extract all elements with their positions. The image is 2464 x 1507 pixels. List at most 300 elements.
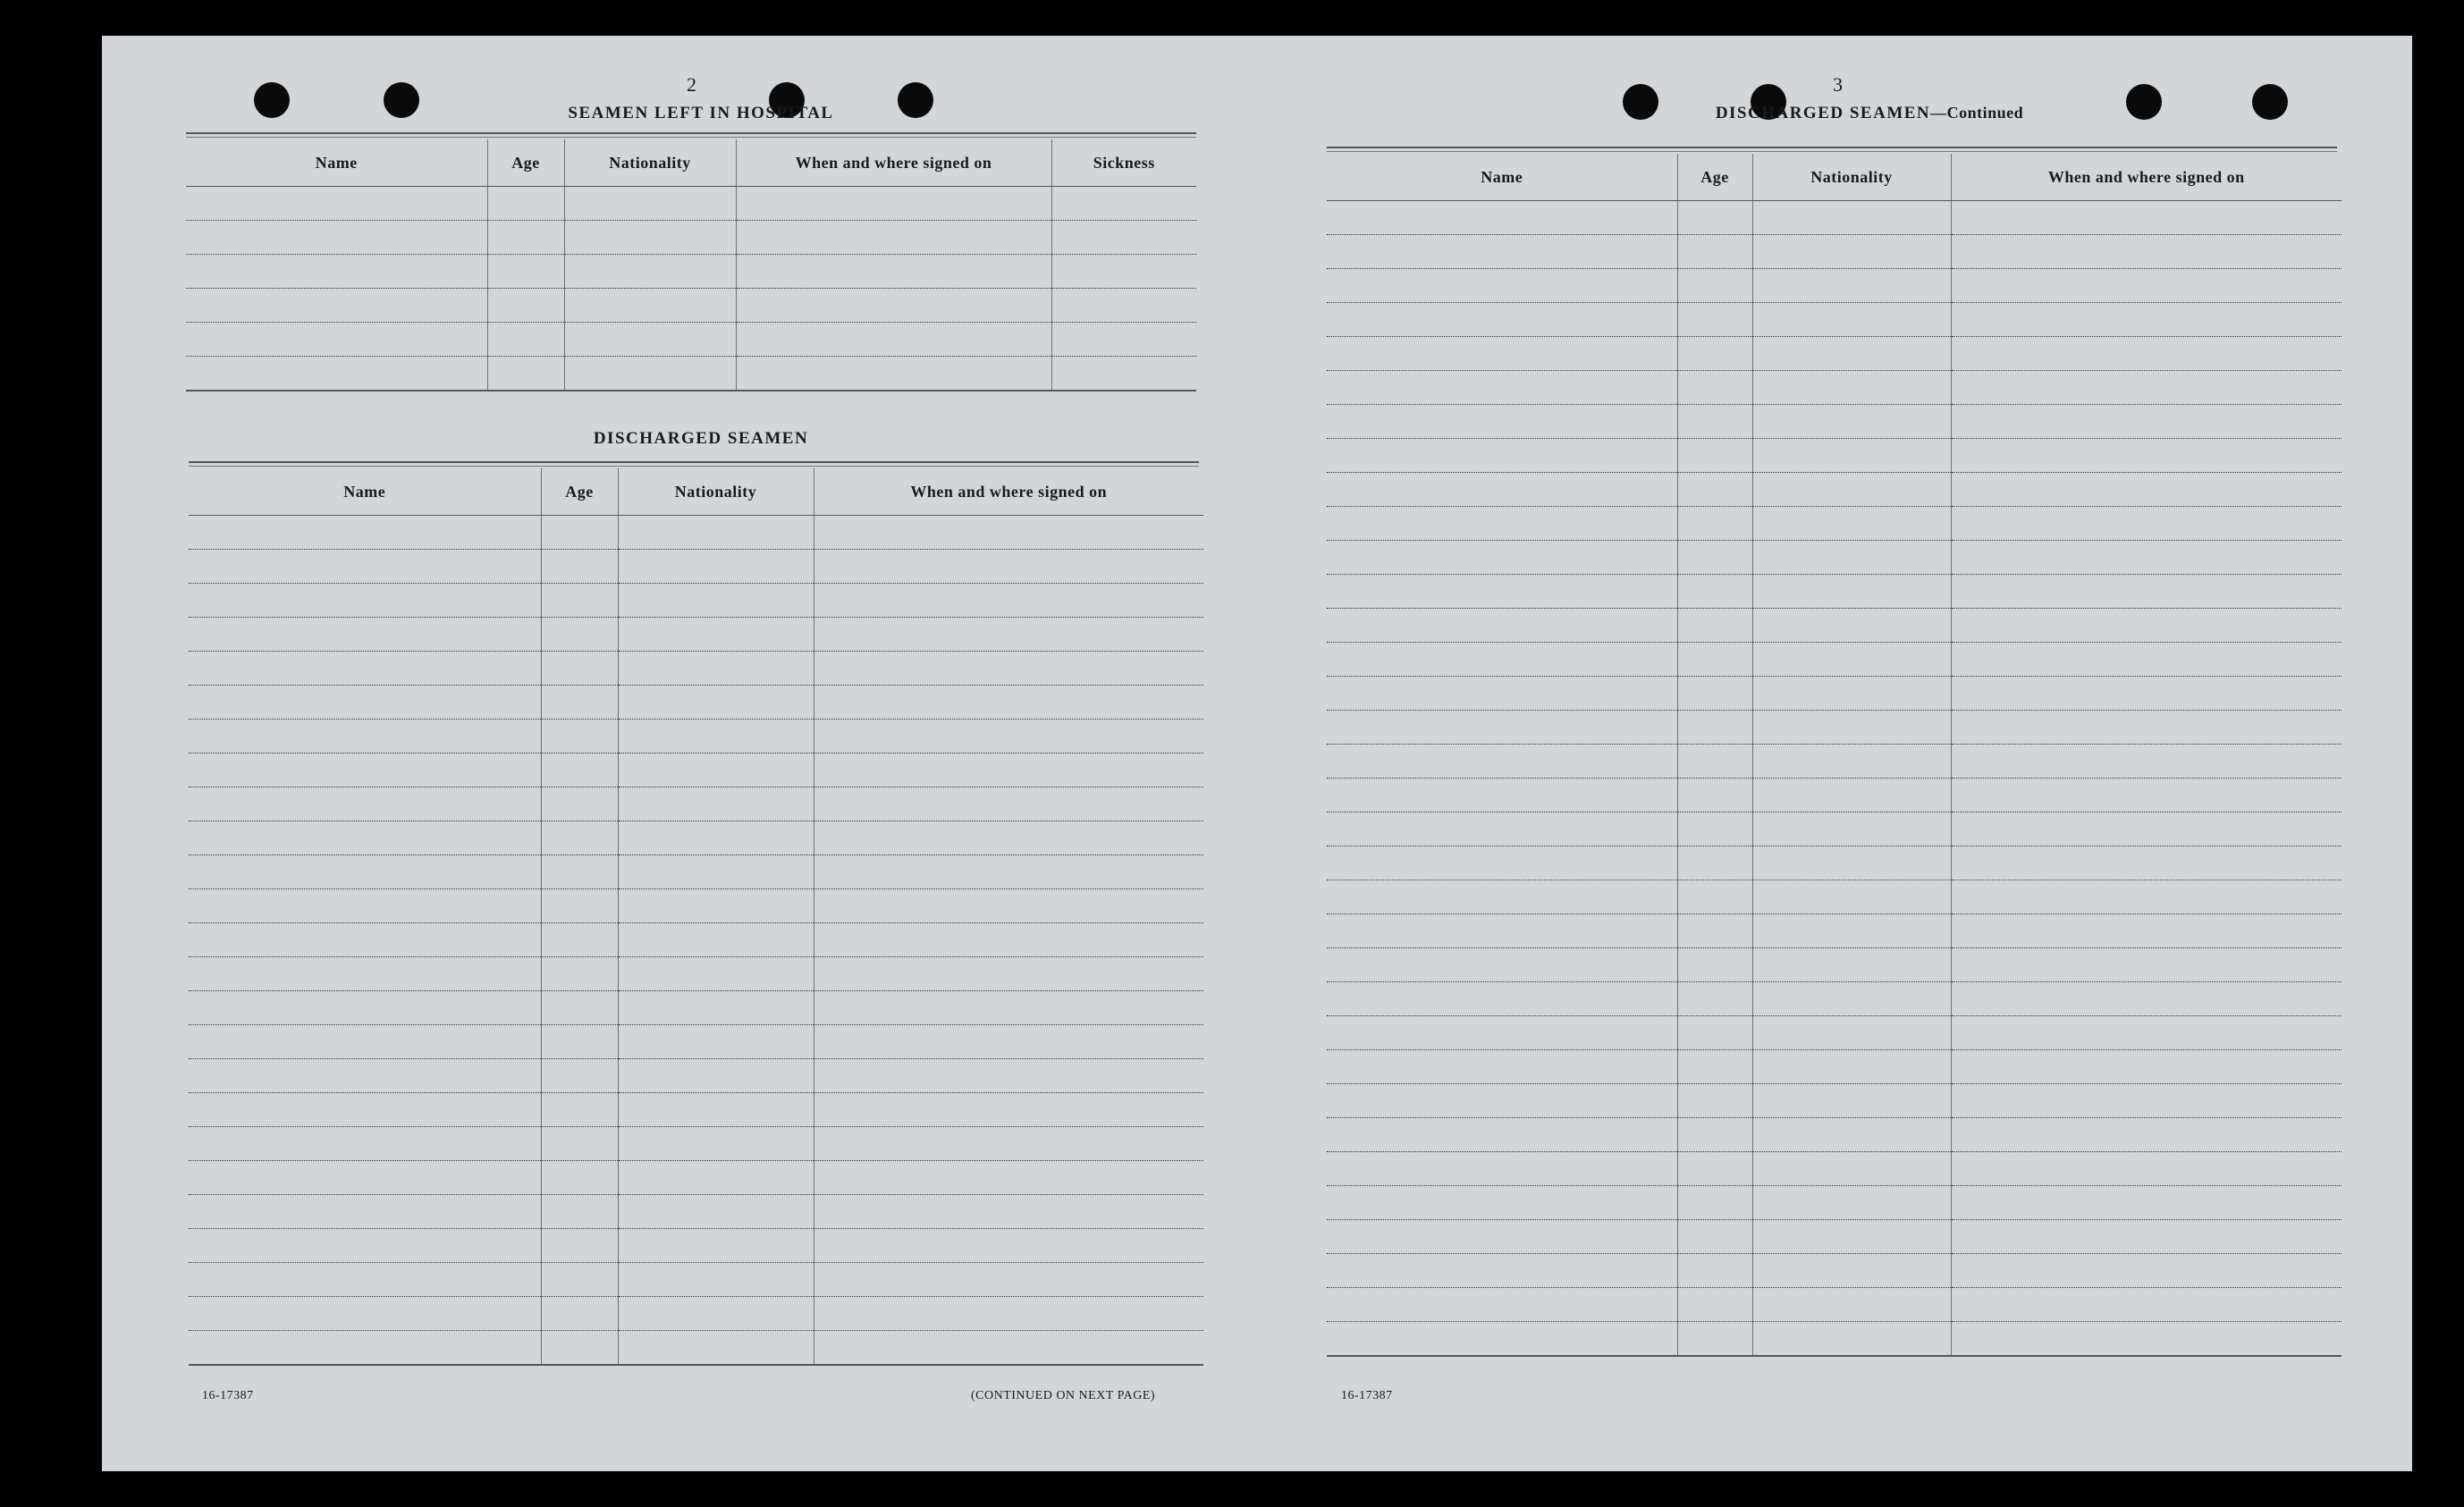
blank-cell xyxy=(814,787,1203,821)
table-row xyxy=(1327,405,2342,439)
blank-cell xyxy=(189,821,541,855)
blank-cell xyxy=(1677,609,1752,643)
continued-header-name: Name xyxy=(1327,154,1677,201)
blank-cell xyxy=(564,357,736,391)
blank-cell xyxy=(541,516,618,550)
blank-cell xyxy=(564,187,736,221)
table-row xyxy=(1327,812,2342,846)
blank-cell xyxy=(1677,1084,1752,1118)
table-row xyxy=(186,289,1196,323)
blank-cell xyxy=(1677,1288,1752,1322)
blank-cell xyxy=(487,221,564,255)
blank-cell xyxy=(1327,507,1677,541)
blank-cell xyxy=(1327,609,1677,643)
blank-cell xyxy=(1327,269,1677,303)
blank-cell xyxy=(189,618,541,652)
blank-cell xyxy=(1951,609,2342,643)
blank-cell xyxy=(1951,711,2342,745)
blank-cell xyxy=(541,1059,618,1093)
blank-cell xyxy=(1677,541,1752,575)
blank-cell xyxy=(541,855,618,889)
blank-cell xyxy=(541,1263,618,1297)
blank-cell xyxy=(1752,371,1951,405)
blank-cell xyxy=(618,787,814,821)
blank-cell xyxy=(487,187,564,221)
blank-cell xyxy=(1951,1050,2342,1084)
table-row xyxy=(1327,1084,2342,1118)
blank-cell xyxy=(1051,323,1196,357)
continued-header-when-and-where-signed-on: When and where signed on xyxy=(1951,154,2342,201)
blank-cell xyxy=(189,1127,541,1161)
blank-cell xyxy=(1677,201,1752,235)
blank-cell xyxy=(736,255,1051,289)
blank-cell xyxy=(1677,1186,1752,1220)
blank-cell xyxy=(736,221,1051,255)
blank-cell xyxy=(1752,507,1951,541)
blank-cell xyxy=(1677,473,1752,507)
blank-cell xyxy=(1327,1050,1677,1084)
blank-cell xyxy=(189,1229,541,1263)
table-row xyxy=(1327,1220,2342,1254)
blank-cell xyxy=(1752,677,1951,711)
blank-cell xyxy=(814,686,1203,720)
blank-cell xyxy=(189,516,541,550)
blank-cell xyxy=(1752,303,1951,337)
blank-cell xyxy=(1051,255,1196,289)
table-row xyxy=(1327,609,2342,643)
blank-cell xyxy=(1752,473,1951,507)
table-row xyxy=(189,1297,1203,1331)
blank-cell xyxy=(541,1093,618,1127)
blank-cell xyxy=(1677,779,1752,812)
blank-cell xyxy=(814,1263,1203,1297)
blank-cell xyxy=(1752,745,1951,779)
table-row xyxy=(1327,982,2342,1016)
blank-cell xyxy=(186,187,487,221)
continued-note: (CONTINUED ON NEXT PAGE) xyxy=(971,1389,1156,1402)
discharged-continued-table xyxy=(1327,154,2342,1357)
blank-cell xyxy=(1677,1118,1752,1152)
blank-cell xyxy=(814,889,1203,923)
blank-cell xyxy=(189,889,541,923)
blank-cell xyxy=(1327,235,1677,269)
blank-cell xyxy=(1327,914,1677,948)
blank-cell xyxy=(487,323,564,357)
blank-cell xyxy=(541,686,618,720)
double-rule xyxy=(189,461,1199,463)
table-row xyxy=(189,1093,1203,1127)
blank-cell xyxy=(1752,1220,1951,1254)
table-row xyxy=(1327,507,2342,541)
blank-cell xyxy=(814,1025,1203,1059)
table-row xyxy=(1327,846,2342,880)
blank-cell xyxy=(736,289,1051,323)
blank-cell xyxy=(541,1161,618,1195)
blank-cell xyxy=(1327,1152,1677,1186)
blank-cell xyxy=(186,323,487,357)
blank-cell xyxy=(1327,880,1677,914)
blank-cell xyxy=(1752,1118,1951,1152)
blank-cell xyxy=(1327,1288,1677,1322)
blank-cell xyxy=(1752,1254,1951,1288)
blank-cell xyxy=(541,1297,618,1331)
blank-cell xyxy=(736,187,1051,221)
blank-cell xyxy=(814,991,1203,1025)
blank-cell xyxy=(814,1161,1203,1195)
blank-cell xyxy=(1951,371,2342,405)
discharged-header-when-and-where-signed-on: When and where signed on xyxy=(814,468,1203,516)
blank-cell xyxy=(1677,269,1752,303)
blank-cell xyxy=(1677,439,1752,473)
table-row xyxy=(1327,880,2342,914)
blank-cell xyxy=(814,1297,1203,1331)
blank-cell xyxy=(1951,235,2342,269)
blank-cell xyxy=(1752,948,1951,982)
blank-cell xyxy=(1327,541,1677,575)
hospital-header-when-and-where-signed-on: When and where signed on xyxy=(736,139,1051,187)
double-rule xyxy=(1327,147,2337,148)
table-row xyxy=(189,855,1203,889)
blank-cell xyxy=(541,652,618,686)
blank-cell xyxy=(618,754,814,787)
blank-cell xyxy=(618,550,814,584)
table-row xyxy=(1327,235,2342,269)
blank-cell xyxy=(1051,289,1196,323)
blank-cell xyxy=(1951,880,2342,914)
table-row xyxy=(1327,779,2342,812)
blank-cell xyxy=(1951,1118,2342,1152)
blank-cell xyxy=(814,1229,1203,1263)
blank-cell xyxy=(1951,745,2342,779)
blank-cell xyxy=(814,923,1203,957)
hospital-section-title: SEAMEN LEFT IN HOSPITAL xyxy=(568,104,834,122)
blank-cell xyxy=(1677,1322,1752,1357)
blank-cell xyxy=(1677,914,1752,948)
blank-cell xyxy=(618,1263,814,1297)
blank-cell xyxy=(618,584,814,618)
blank-cell xyxy=(618,821,814,855)
blank-cell xyxy=(1327,337,1677,371)
blank-cell xyxy=(618,1093,814,1127)
blank-cell xyxy=(814,652,1203,686)
blank-cell xyxy=(1327,473,1677,507)
blank-cell xyxy=(1951,439,2342,473)
blank-cell xyxy=(1752,982,1951,1016)
table-row xyxy=(189,618,1203,652)
blank-cell xyxy=(189,1161,541,1195)
blank-cell xyxy=(1677,643,1752,677)
blank-cell xyxy=(1752,846,1951,880)
table-row xyxy=(186,255,1196,289)
blank-cell xyxy=(1752,1084,1951,1118)
blank-cell xyxy=(1752,914,1951,948)
blank-cell xyxy=(1677,1220,1752,1254)
form-number: 16-17387 xyxy=(1341,1389,1393,1402)
table-row xyxy=(189,787,1203,821)
blank-cell xyxy=(189,855,541,889)
blank-cell xyxy=(1677,337,1752,371)
blank-cell xyxy=(1951,201,2342,235)
blank-cell xyxy=(1951,643,2342,677)
blank-cell xyxy=(1752,609,1951,643)
table-row xyxy=(1327,269,2342,303)
blank-cell xyxy=(1677,371,1752,405)
blank-cell xyxy=(1951,405,2342,439)
discharged-table xyxy=(189,468,1203,1366)
blank-cell xyxy=(189,1297,541,1331)
blank-cell xyxy=(189,1093,541,1127)
table-row xyxy=(1327,371,2342,405)
blank-cell xyxy=(1752,269,1951,303)
blank-cell xyxy=(1051,221,1196,255)
blank-cell xyxy=(189,1263,541,1297)
blank-cell xyxy=(541,991,618,1025)
table-row xyxy=(1327,711,2342,745)
blank-cell xyxy=(186,255,487,289)
table-row xyxy=(189,1195,1203,1229)
blank-cell xyxy=(1951,1152,2342,1186)
blank-cell xyxy=(618,1161,814,1195)
blank-cell xyxy=(186,221,487,255)
blank-cell xyxy=(1677,1050,1752,1084)
blank-cell xyxy=(189,787,541,821)
blank-cell xyxy=(814,855,1203,889)
blank-cell xyxy=(1752,439,1951,473)
table-row xyxy=(189,1127,1203,1161)
blank-cell xyxy=(1752,779,1951,812)
table-row xyxy=(1327,439,2342,473)
blank-cell xyxy=(1951,982,2342,1016)
table-row xyxy=(1327,1016,2342,1050)
blank-cell xyxy=(1677,711,1752,745)
blank-cell xyxy=(1327,677,1677,711)
blank-cell xyxy=(1327,201,1677,235)
blank-cell xyxy=(1951,677,2342,711)
blank-cell xyxy=(1752,405,1951,439)
blank-cell xyxy=(186,289,487,323)
blank-cell xyxy=(1677,303,1752,337)
table-row xyxy=(189,550,1203,584)
blank-cell xyxy=(1951,948,2342,982)
table-row xyxy=(1327,473,2342,507)
table-row xyxy=(189,1229,1203,1263)
blank-cell xyxy=(1327,303,1677,337)
blank-cell xyxy=(1677,846,1752,880)
blank-cell xyxy=(1951,1288,2342,1322)
blank-cell xyxy=(1327,812,1677,846)
discharged-continued-title: DISCHARGED SEAMEN—Continued xyxy=(1715,104,2024,122)
discharged-header-nationality: Nationality xyxy=(618,468,814,516)
blank-cell xyxy=(814,618,1203,652)
table-row xyxy=(189,1025,1203,1059)
blank-cell xyxy=(1752,235,1951,269)
blank-cell xyxy=(618,1195,814,1229)
table-row xyxy=(1327,1050,2342,1084)
blank-cell xyxy=(564,255,736,289)
blank-cell xyxy=(189,1195,541,1229)
blank-cell xyxy=(736,357,1051,391)
double-rule xyxy=(186,132,1196,134)
table-row xyxy=(1327,1186,2342,1220)
blank-cell xyxy=(814,550,1203,584)
blank-cell xyxy=(1677,235,1752,269)
table-row xyxy=(1327,914,2342,948)
blank-cell xyxy=(1051,357,1196,391)
blank-cell xyxy=(814,720,1203,754)
blank-cell xyxy=(1752,201,1951,235)
blank-cell xyxy=(487,289,564,323)
blank-cell xyxy=(541,1025,618,1059)
table-row xyxy=(1327,303,2342,337)
table-row xyxy=(189,584,1203,618)
blank-cell xyxy=(1951,1186,2342,1220)
blank-cell xyxy=(1677,405,1752,439)
table-row xyxy=(189,889,1203,923)
hospital-header-age: Age xyxy=(487,139,564,187)
blank-cell xyxy=(1677,982,1752,1016)
blank-cell xyxy=(1327,405,1677,439)
blank-cell xyxy=(1677,1152,1752,1186)
blank-cell xyxy=(1677,880,1752,914)
right-page xyxy=(1327,36,2412,1471)
blank-cell xyxy=(541,1195,618,1229)
blank-cell xyxy=(1752,711,1951,745)
blank-cell xyxy=(618,1025,814,1059)
blank-cell xyxy=(814,516,1203,550)
table-row xyxy=(189,1059,1203,1093)
blank-cell xyxy=(618,720,814,754)
blank-cell xyxy=(1951,812,2342,846)
blank-cell xyxy=(1951,541,2342,575)
blank-cell xyxy=(541,720,618,754)
blank-cell xyxy=(189,991,541,1025)
table-row xyxy=(186,187,1196,221)
table-row xyxy=(1327,1254,2342,1288)
form-number: 16-17387 xyxy=(202,1389,254,1402)
blank-cell xyxy=(189,1331,541,1366)
blank-cell xyxy=(189,686,541,720)
form-sheet xyxy=(102,36,2412,1471)
blank-cell xyxy=(814,1127,1203,1161)
table-row xyxy=(189,652,1203,686)
table-row xyxy=(1327,337,2342,371)
blank-cell xyxy=(618,991,814,1025)
blank-cell xyxy=(541,923,618,957)
blank-cell xyxy=(1327,1220,1677,1254)
blank-cell xyxy=(618,1127,814,1161)
blank-cell xyxy=(814,1195,1203,1229)
table-row xyxy=(1327,1152,2342,1186)
table-row xyxy=(189,821,1203,855)
blank-cell xyxy=(189,550,541,584)
blank-cell xyxy=(814,1093,1203,1127)
table-row xyxy=(1327,677,2342,711)
blank-cell xyxy=(564,323,736,357)
discharged-header-age: Age xyxy=(541,468,618,516)
discharged-section-title: DISCHARGED SEAMEN xyxy=(593,429,809,448)
blank-cell xyxy=(814,1331,1203,1366)
table-row xyxy=(189,1331,1203,1366)
blank-cell xyxy=(1327,643,1677,677)
blank-cell xyxy=(618,1229,814,1263)
hospital-table xyxy=(186,139,1196,391)
blank-cell xyxy=(1951,269,2342,303)
page-number: 3 xyxy=(1833,73,1843,96)
blank-cell xyxy=(1951,846,2342,880)
blank-cell xyxy=(1752,1050,1951,1084)
left-page xyxy=(102,36,1273,1471)
blank-cell xyxy=(1752,1152,1951,1186)
table-row xyxy=(189,720,1203,754)
blank-cell xyxy=(1951,779,2342,812)
blank-cell xyxy=(1752,1288,1951,1322)
blank-cell xyxy=(541,584,618,618)
blank-cell xyxy=(618,516,814,550)
blank-cell xyxy=(1327,1016,1677,1050)
blank-cell xyxy=(189,720,541,754)
table-row xyxy=(1327,541,2342,575)
table-row xyxy=(189,1263,1203,1297)
blank-cell xyxy=(1951,507,2342,541)
blank-cell xyxy=(618,1297,814,1331)
blank-cell xyxy=(1677,812,1752,846)
blank-cell xyxy=(1752,1322,1951,1357)
table-row xyxy=(1327,643,2342,677)
blank-cell xyxy=(541,1229,618,1263)
blank-cell xyxy=(1951,1220,2342,1254)
hospital-header-sickness: Sickness xyxy=(1051,139,1196,187)
blank-cell xyxy=(189,652,541,686)
blank-cell xyxy=(1677,1254,1752,1288)
table-row xyxy=(186,323,1196,357)
blank-cell xyxy=(1327,846,1677,880)
blank-cell xyxy=(1951,575,2342,609)
blank-cell xyxy=(541,754,618,787)
blank-cell xyxy=(189,1025,541,1059)
blank-cell xyxy=(1327,1322,1677,1357)
blank-cell xyxy=(1752,575,1951,609)
blank-cell xyxy=(618,686,814,720)
blank-cell xyxy=(1951,1016,2342,1050)
blank-cell xyxy=(1752,1186,1951,1220)
blank-cell xyxy=(618,1059,814,1093)
blank-cell xyxy=(1951,337,2342,371)
blank-cell xyxy=(1951,1084,2342,1118)
blank-cell xyxy=(541,821,618,855)
blank-cell xyxy=(541,1127,618,1161)
table-row xyxy=(1327,1118,2342,1152)
hospital-header-name: Name xyxy=(186,139,487,187)
blank-cell xyxy=(541,550,618,584)
blank-cell xyxy=(564,221,736,255)
blank-cell xyxy=(618,652,814,686)
blank-cell xyxy=(1951,914,2342,948)
continued-header-age: Age xyxy=(1677,154,1752,201)
blank-cell xyxy=(1327,439,1677,473)
table-row xyxy=(1327,201,2342,235)
blank-cell xyxy=(618,889,814,923)
blank-cell xyxy=(1951,1254,2342,1288)
table-row xyxy=(189,686,1203,720)
blank-cell xyxy=(1752,1016,1951,1050)
table-row xyxy=(1327,745,2342,779)
blank-cell xyxy=(618,957,814,991)
blank-cell xyxy=(814,584,1203,618)
table-row xyxy=(189,923,1203,957)
blank-cell xyxy=(1951,303,2342,337)
blank-cell xyxy=(618,618,814,652)
blank-cell xyxy=(541,957,618,991)
